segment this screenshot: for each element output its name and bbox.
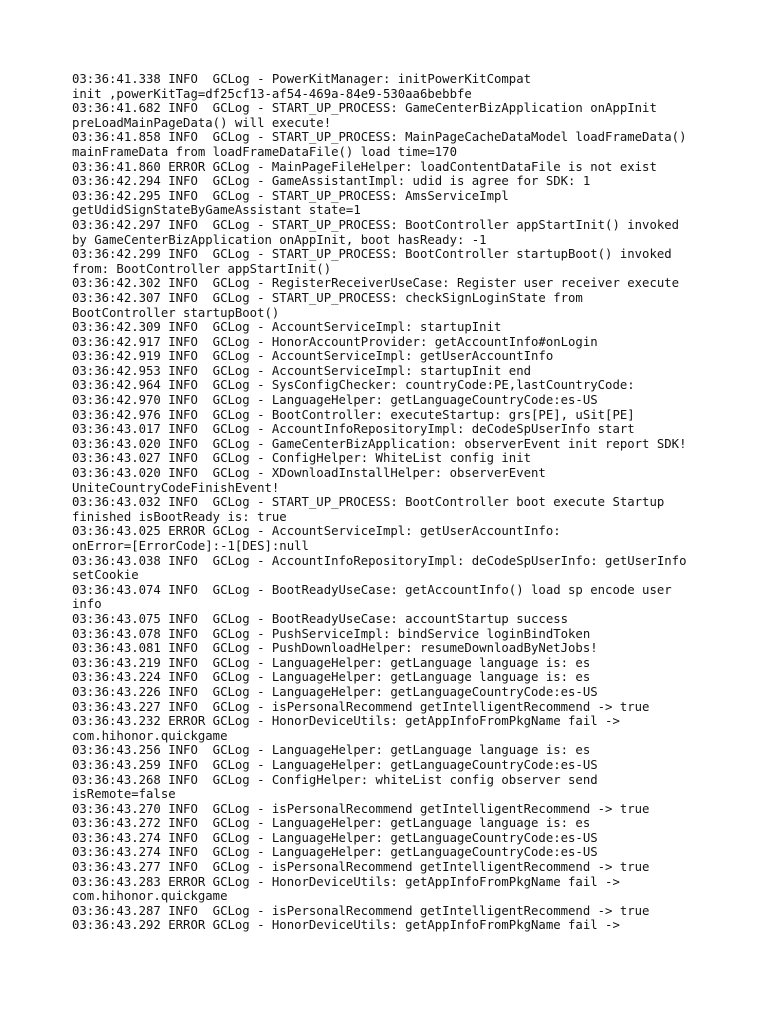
log-line: 03:36:41.858 INFO GCLog - START_UP_PROCESS: MainPageCacheDataModel loadFrameData() [72,130,687,145]
log-line: 03:36:41.860 ERROR GCLog - MainPageFileHelper: loadContentDataFile is not exist [72,159,657,174]
log-line: 03:36:42.917 INFO GCLog - HonorAccountProvider: getAccountInfo#onLogin [72,334,598,349]
log-line: onError=[ErrorCode]:-1[DES]:null [72,539,309,553]
log-line: 03:36:43.017 INFO GCLog - AccountInfoRepositoryImpl: deCodeSpUserInfo start [72,422,635,437]
log-line: com.hihonor.quickgame [72,889,228,904]
log-line: 03:36:43.078 INFO GCLog - PushServiceImpl: bindService loginBindToken [72,626,591,641]
log-line: 03:36:43.292 ERROR GCLog - HonorDeviceUtils: getAppInfoFromPkgName fail -> [72,918,620,933]
log-line: by GameCenterBizApplication onAppInit, boot hasReady: -1 [72,232,487,247]
log-line: setCookie [72,568,139,583]
log-line: 03:36:43.274 INFO GCLog - LanguageHelper: getLanguageCountryCode:es-US [72,845,598,860]
log-line: 03:36:43.081 INFO GCLog - PushDownloadHelper: resumeDownloadByNetJobs! [72,641,598,656]
log-line: UniteCountryCodeFinishEvent! [72,480,280,495]
log-line: info [72,597,102,612]
log-line: com.hihonor.quickgame [72,728,228,743]
log-line: 03:36:43.075 INFO GCLog - BootReadyUseCase: accountStartup success [72,611,569,626]
log-line: 03:36:42.302 INFO GCLog - RegisterReceiverUseCase: Register user receiver execute [72,276,680,291]
log-line: init ,powerKitTag=df25cf13-af54-469a-84e9-530aa6bebbfe [72,86,472,101]
log-line: isRemote=false [72,787,176,802]
log-line: 03:36:43.270 INFO GCLog - isPersonalRecommend getIntelligentRecommend -> true [72,801,650,816]
log-line: 03:36:43.268 INFO GCLog - ConfigHelper: whiteList config observer send [72,772,598,787]
log-line: 03:36:42.976 INFO GCLog - BootController: executeStartup: grs[PE], uSit[PE] [72,407,635,422]
log-line: 03:36:43.025 ERROR GCLog - AccountServiceImpl: getUserAccountInfo: [72,524,561,539]
log-line: 03:36:43.272 INFO GCLog - LanguageHelper: getLanguage language is: es [72,816,591,831]
log-line: 03:36:43.256 INFO GCLog - LanguageHelper: getLanguage language is: es [72,743,591,758]
log-line: 03:36:43.277 INFO GCLog - isPersonalRecommend getIntelligentRecommend -> true [72,860,650,875]
log-line: finished isBootReady is: true [72,509,287,524]
log-line: 03:36:43.027 INFO GCLog - ConfigHelper: WhiteList config init [72,451,532,466]
log-line: 03:36:42.307 INFO GCLog - START_UP_PROCESS: checkSignLoginState from [72,290,583,305]
log-line: 03:36:43.227 INFO GCLog - isPersonalRecommend getIntelligentRecommend -> true [72,699,650,714]
log-line: getUdidSignStateByGameAssistant state=1 [72,203,361,218]
log-line: 03:36:43.219 INFO GCLog - LanguageHelper: getLanguage language is: es [72,655,591,670]
log-line: 03:36:42.919 INFO GCLog - AccountServiceImpl: getUserAccountInfo [72,349,554,364]
log-line: 03:36:42.294 INFO GCLog - GameAssistantImpl: udid is agree for SDK: 1 [72,174,591,189]
log-line: 03:36:42.953 INFO GCLog - AccountServiceImpl: startupInit end [72,363,532,378]
log-line: 03:36:43.283 ERROR GCLog - HonorDeviceUtils: getAppInfoFromPkgName fail -> [72,874,620,889]
log-line: 03:36:43.274 INFO GCLog - LanguageHelper: getLanguageCountryCode:es-US [72,830,598,845]
log-text-block [72,72,712,933]
log-line: 03:36:43.032 INFO GCLog - START_UP_PROCESS: BootController boot execute Startup [72,495,665,510]
log-line: BootController startupBoot() [72,305,280,320]
log-line: from: BootController appStartInit() [72,261,332,276]
log-line: 03:36:42.297 INFO GCLog - START_UP_PROCESS: BootController appStartInit() invoked [72,217,680,232]
log-line: 03:36:41.338 INFO GCLog - PowerKitManager: initPowerKitCompat [72,72,532,86]
log-line: 03:36:43.226 INFO GCLog - LanguageHelper: getLanguageCountryCode:es-US [72,684,598,699]
log-line: preLoadMainPageData() will execute! [72,115,332,130]
log-line: 03:36:43.224 INFO GCLog - LanguageHelper: getLanguage language is: es [72,670,591,685]
log-line: 03:36:43.038 INFO GCLog - AccountInfoRepositoryImpl: deCodeSpUserInfo: getUserInfo [72,553,687,568]
log-line: mainFrameData from loadFrameDataFile() load time=170 [72,144,457,159]
log-line: 03:36:42.309 INFO GCLog - AccountServiceImpl: startupInit [72,320,502,335]
log-line: 03:36:42.970 INFO GCLog - LanguageHelper: getLanguageCountryCode:es-US [72,393,598,408]
log-line: 03:36:43.259 INFO GCLog - LanguageHelper: getLanguageCountryCode:es-US [72,757,598,772]
log-line: 03:36:42.964 INFO GCLog - SysConfigChecker: countryCode:PE,lastCountryCode: [72,378,635,393]
log-line: 03:36:43.232 ERROR GCLog - HonorDeviceUtils: getAppInfoFromPkgName fail -> [72,714,620,729]
log-line: 03:36:42.299 INFO GCLog - START_UP_PROCESS: BootController startupBoot() invoked [72,247,672,262]
log-line: 03:36:43.020 INFO GCLog - GameCenterBizApplication: observerEvent init report SDK! [72,436,687,451]
log-line: 03:36:43.074 INFO GCLog - BootReadyUseCase: getAccountInfo() load sp encode user [72,582,672,597]
log-line: 03:36:41.682 INFO GCLog - START_UP_PROCESS: GameCenterBizApplication onAppInit [72,101,657,116]
log-line: 03:36:43.020 INFO GCLog - XDownloadInstallHelper: observerEvent [72,466,546,481]
log-line: 03:36:43.287 INFO GCLog - isPersonalRecommend getIntelligentRecommend -> true [72,903,650,918]
log-line: 03:36:42.295 INFO GCLog - START_UP_PROCESS: AmsServiceImpl [72,188,509,203]
